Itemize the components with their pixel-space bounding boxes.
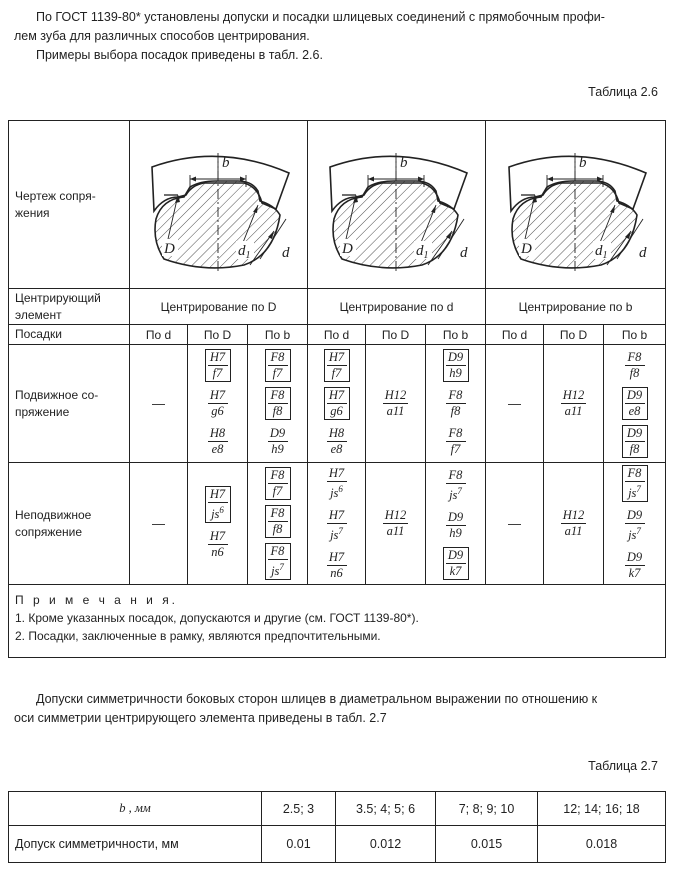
fit-shaft: $js^7$ (330, 526, 343, 543)
table-2-7-caption: Таблица 2.7 (588, 759, 658, 773)
drawing-centering-b (486, 121, 666, 289)
label-D: D (520, 240, 532, 257)
fit-fraction (205, 486, 231, 523)
fit-shaft: e8 (628, 404, 641, 418)
fit-shaft: f7 (450, 442, 461, 456)
notes-title: П р и м е ч а н и я. (15, 593, 179, 607)
para2-line-1: Допуски симметричности боковых сторон шлицев в диаметральном выражении по отношению к (36, 692, 598, 706)
fit-shaft: $js^7$ (449, 485, 462, 503)
note-2: 2. Посадки, заключенные в рамку, являются предпочтительными. (15, 629, 381, 643)
fit-col-header: По D (544, 325, 604, 345)
note-1: 1. Кроме указанных посадок, допускаются и другие (см. ГОСТ 1139-80*). (15, 611, 419, 625)
fit-hole: H7 (327, 389, 347, 404)
centering-by-D: Центрирование по D (130, 289, 308, 325)
fit-shaft: f8 (629, 366, 640, 380)
tolerance-value: 0.01 (262, 826, 336, 863)
fit-fraction (558, 507, 590, 540)
fit-hole: D9 (625, 389, 645, 404)
fit-shaft: $js^7$ (628, 526, 641, 543)
fit-fraction (205, 528, 231, 561)
fit-shaft: f7 (272, 483, 283, 498)
fit-cell (604, 463, 666, 585)
no-fit-dash: — (508, 396, 521, 411)
fit-shaft: f7 (331, 366, 342, 380)
fit-shaft: k7 (628, 566, 641, 581)
centering-row (9, 289, 666, 325)
fit-shaft: h9 (449, 526, 462, 541)
fit-col-header: По D (188, 325, 248, 345)
fit-hole: D9 (446, 351, 466, 366)
fit-hole: F8 (268, 389, 288, 404)
fit-hole: F8 (446, 469, 466, 484)
drawing-centering-d (308, 121, 486, 289)
fit-col-header: По b (604, 325, 666, 345)
fit-fraction (622, 349, 648, 382)
fit-shaft: f8 (629, 442, 640, 456)
fit-fraction (622, 425, 648, 458)
fit-fraction (324, 425, 350, 458)
fit-shaft: $js^6$ (211, 504, 224, 522)
fit-shaft: f8 (272, 521, 283, 536)
fit-shaft: f7 (272, 366, 283, 380)
fit-hole: H7 (327, 467, 347, 482)
fit-cell (248, 463, 308, 585)
label-d: d (281, 244, 289, 261)
label-b: b (578, 154, 586, 171)
fit-cell (366, 345, 426, 463)
table-2-6-caption: Таблица 2.6 (588, 85, 658, 99)
fit-fraction (265, 543, 291, 580)
drawing-label: Чертеж сопря- жения (9, 121, 130, 289)
fit-cell (308, 463, 366, 585)
fit-fraction (622, 507, 648, 544)
b-mm-label: b , мм (9, 792, 262, 826)
fit-shaft: n6 (211, 545, 224, 560)
fit-fraction (622, 549, 648, 582)
fit-fraction (380, 387, 412, 420)
fit-shaft: f7 (212, 366, 223, 380)
fit-shaft: a11 (386, 524, 405, 538)
fit-shaft: e8 (211, 442, 224, 456)
fit-col-header: По d (308, 325, 366, 345)
b-value: 2.5; 3 (262, 792, 336, 826)
intro-line-1: По ГОСТ 1139-80* установлены допуски и посадки шлицевых соединений с прямобочным профи- (36, 10, 605, 24)
fits-label: Посадки (9, 325, 130, 345)
fit-hole: H7 (327, 509, 347, 524)
fit-cell (426, 463, 486, 585)
fit-hole: H7 (208, 389, 228, 404)
fit-cell (308, 345, 366, 463)
notes (9, 585, 666, 658)
fit-fraction (324, 349, 350, 382)
fit-hole: D9 (446, 549, 466, 564)
fit-fraction (205, 349, 231, 382)
label-d: d (459, 244, 467, 261)
fit-fraction (443, 547, 469, 580)
fit-hole: H8 (208, 427, 228, 442)
tolerance-value: 0.018 (538, 826, 666, 863)
fit-cell (130, 345, 188, 463)
fit-cell (544, 463, 604, 585)
paragraph-2 (14, 690, 664, 728)
fit-hole: H12 (562, 508, 585, 522)
tolerance-value: 0.012 (336, 826, 436, 863)
fit-shaft: e8 (330, 442, 343, 456)
fit-cell (366, 463, 426, 585)
fit-fraction (265, 387, 291, 420)
fit-hole: H7 (208, 530, 228, 545)
spline-fig-svg (312, 135, 482, 275)
fit-fraction (205, 387, 231, 420)
fit-cell (486, 345, 544, 463)
fit-fraction (622, 387, 648, 420)
fit-fraction (443, 349, 469, 382)
label-d1: $d_1$ (594, 242, 607, 261)
movable-joint-label: Подвижное со- пряжение (9, 345, 130, 463)
fit-shaft: a11 (386, 404, 405, 418)
fit-shaft: g6 (330, 404, 343, 418)
fit-cell (188, 345, 248, 463)
fit-hole: H12 (384, 388, 407, 402)
label-D: D (163, 240, 175, 257)
fit-hole: F8 (268, 507, 288, 522)
no-fit-dash: — (508, 516, 521, 531)
intro-line-3: Примеры выбора посадок приведены в табл. 2.6. (36, 48, 323, 62)
fit-shaft: $js^7$ (628, 483, 641, 500)
fit-hole: D9 (625, 509, 645, 524)
para2-line-2: оси симметрии центрирующего элемента приведены в табл. 2.7 (14, 711, 387, 725)
fit-fraction (622, 465, 648, 502)
fit-hole: H7 (327, 551, 347, 566)
fit-fraction (380, 507, 412, 540)
centering-by-b: Центрирование по b (486, 289, 666, 325)
drawing-centering-D (130, 121, 308, 289)
fit-fraction (265, 425, 291, 458)
fit-shaft: $js^6$ (330, 483, 343, 500)
b-value: 12; 14; 16; 18 (538, 792, 666, 826)
fit-hole: D9 (625, 551, 645, 566)
fit-cell (188, 463, 248, 585)
centering-label: Центрирующий элемент (9, 289, 130, 325)
fit-hole: H12 (562, 388, 585, 402)
t27-tolerance-row (9, 826, 666, 863)
fit-hole: H8 (327, 427, 347, 442)
fit-shaft: h9 (271, 442, 284, 456)
fit-fraction (443, 467, 469, 504)
fit-cell (130, 463, 188, 585)
fits-header-row (9, 325, 666, 345)
label-D: D (341, 240, 353, 257)
symmetry-tolerance-label: Допуск симметричности, мм (9, 826, 262, 863)
spline-fig-svg (134, 135, 304, 275)
fit-hole: D9 (625, 427, 645, 442)
fit-col-header: По b (426, 325, 486, 345)
fit-hole: F8 (268, 469, 288, 484)
fit-shaft: k7 (449, 564, 462, 579)
fit-hole: H7 (208, 351, 228, 366)
fit-fraction (324, 465, 350, 502)
spline-drawing-1 (130, 135, 307, 275)
fit-fraction (324, 549, 350, 582)
fit-fraction (443, 425, 469, 458)
fit-cell (604, 345, 666, 463)
fit-shaft: a11 (564, 524, 583, 538)
no-fit-dash: — (152, 396, 165, 411)
fit-fraction (324, 507, 350, 544)
fit-hole: D9 (446, 511, 466, 526)
fit-hole: F8 (446, 427, 466, 442)
b-value: 3.5; 4; 5; 6 (336, 792, 436, 826)
fit-fraction (265, 467, 291, 500)
spline-drawing-2 (308, 135, 485, 275)
spline-drawing-3 (486, 135, 665, 275)
fit-shaft: h9 (449, 366, 462, 380)
b-value: 7; 8; 9; 10 (436, 792, 538, 826)
fit-fraction (324, 387, 350, 420)
label-d: d (638, 244, 646, 261)
fit-fraction (558, 387, 590, 420)
fit-hole: H12 (384, 508, 407, 522)
fit-shaft: f8 (272, 404, 283, 418)
intro-line-2: лем зуба для различных способов центрирования. (14, 29, 310, 43)
fit-hole: F8 (625, 467, 645, 482)
spline-fig-svg (491, 135, 661, 275)
fit-fraction (265, 349, 291, 382)
t27-header-row (9, 792, 666, 826)
fit-cell (544, 345, 604, 463)
fit-shaft: f8 (450, 404, 461, 418)
fit-col-header: По d (486, 325, 544, 345)
fit-cell (248, 345, 308, 463)
fit-hole: F8 (446, 389, 466, 404)
fit-col-header: По D (366, 325, 426, 345)
fixed-joint-label: Неподвижное сопряжение (9, 463, 130, 585)
fit-shaft: a11 (564, 404, 583, 418)
fit-fraction (205, 425, 231, 458)
fit-shaft: g6 (211, 404, 224, 418)
movable-joint-row (9, 345, 666, 463)
fit-col-header: По d (130, 325, 188, 345)
fit-shaft: $js^7$ (271, 561, 284, 579)
no-fit-dash: — (152, 516, 165, 531)
fit-hole: H7 (327, 351, 347, 366)
label-b: b (221, 154, 229, 171)
fit-hole: H7 (208, 488, 228, 503)
fit-hole: D9 (268, 427, 288, 442)
fit-cell (426, 345, 486, 463)
fit-col-header: По b (248, 325, 308, 345)
symmetry-table-2-7 (8, 791, 666, 863)
fit-fraction (265, 505, 291, 538)
fit-cell (486, 463, 544, 585)
intro-text (14, 8, 666, 65)
tolerance-value: 0.015 (436, 826, 538, 863)
notes-row (9, 585, 666, 658)
fit-hole: F8 (625, 351, 645, 366)
fit-fraction (443, 387, 469, 420)
fixed-joint-row (9, 463, 666, 585)
fit-hole: F8 (268, 545, 288, 560)
drawing-row (9, 121, 666, 289)
centering-by-d: Центрирование по d (308, 289, 486, 325)
fit-hole: F8 (268, 351, 288, 366)
fit-fraction (443, 509, 469, 542)
fits-table-2-6 (8, 120, 666, 658)
label-d1: $d_1$ (237, 242, 250, 261)
fit-shaft: n6 (330, 566, 343, 581)
label-d1: $d_1$ (415, 242, 428, 261)
label-b: b (399, 154, 407, 171)
